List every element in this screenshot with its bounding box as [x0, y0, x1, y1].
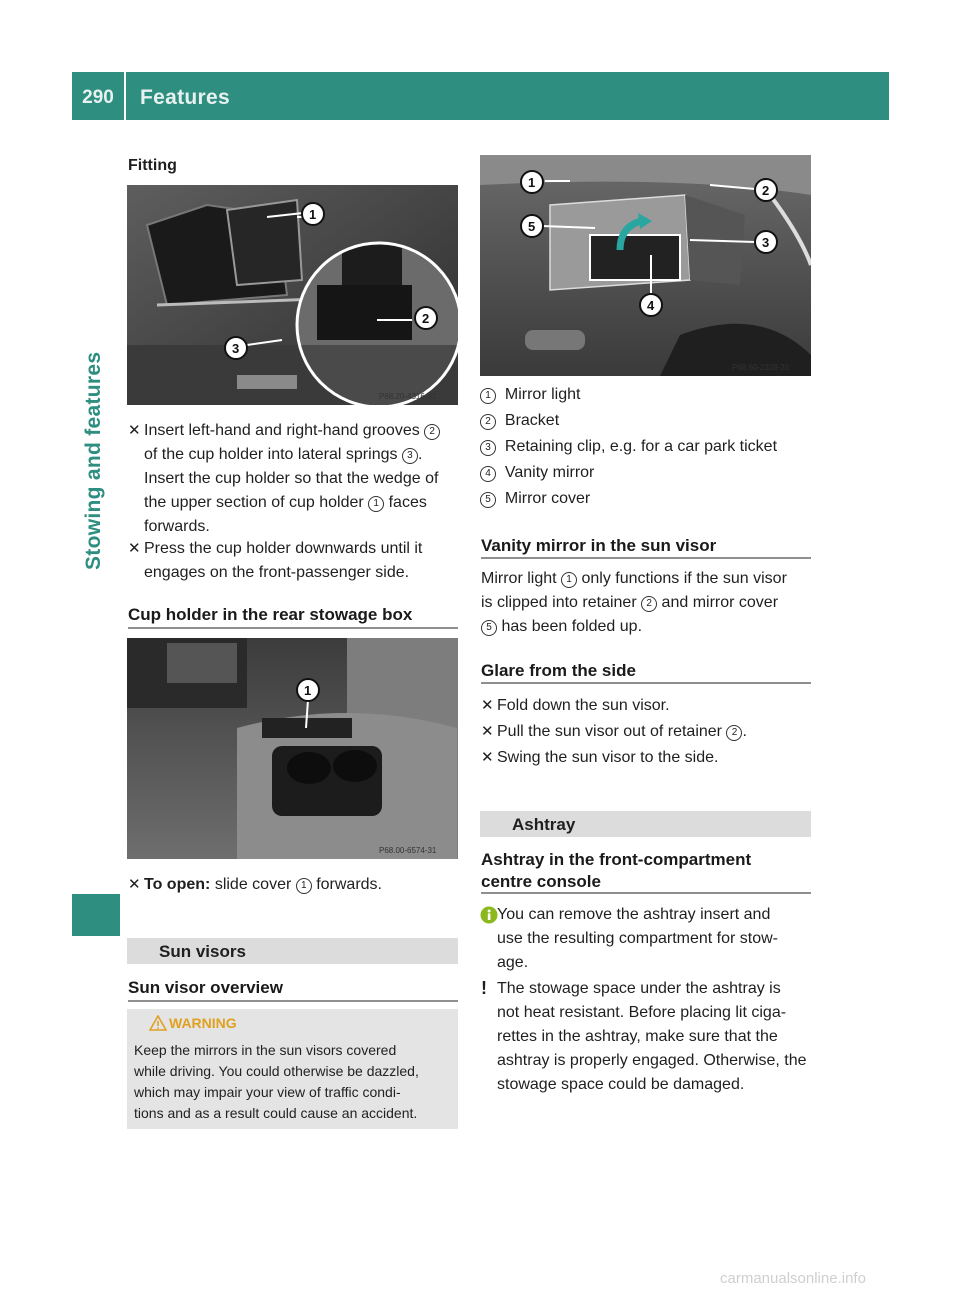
page-number: 290	[82, 87, 114, 108]
step1-line-3: Insert the cup holder so that the wedge of	[144, 470, 439, 487]
warning-title: WARNING	[169, 1015, 237, 1031]
heading-rule	[128, 627, 458, 629]
open-text-end: forwards.	[316, 876, 382, 893]
svg-text:1: 1	[528, 175, 536, 190]
callout-ref-5: 5	[481, 620, 497, 636]
warning-line-2: while driving. You could otherwise be dazzled,	[134, 1063, 419, 1079]
svg-text:2: 2	[422, 311, 430, 326]
header-divider	[124, 72, 126, 120]
callout-ref-2: 2	[641, 596, 657, 612]
legend-item: 3 Retaining clip, e.g. for a car park ticket	[480, 435, 777, 459]
warning-line-1: Keep the mirrors in the sun visors covered	[134, 1042, 397, 1058]
callout-4	[640, 294, 662, 316]
step-arrow-icon: ✕	[128, 876, 141, 893]
photo-code: P68.00-6574-31	[379, 846, 437, 855]
warning-box	[127, 1009, 458, 1129]
photo-code: P68.60-2328-31	[732, 363, 790, 372]
vanity-mirror-heading: Vanity mirror in the sun visor	[481, 536, 717, 555]
callout-3	[225, 337, 247, 359]
callout-2	[755, 179, 777, 201]
svg-text:3: 3	[762, 235, 770, 250]
legend-item: 4 Vanity mirror	[480, 461, 594, 485]
callout-ref-3: 3	[402, 448, 418, 464]
heading-rule	[128, 1000, 458, 1002]
step1-faces: faces	[388, 494, 427, 511]
callout-5	[521, 215, 543, 237]
svg-text:3: 3	[232, 341, 240, 356]
callout-ref-1: 1	[561, 572, 577, 588]
svg-text:1: 1	[309, 207, 317, 222]
vanity-mirror-text: Mirror light 1 only functions if the sun visor is clipped into retainer 2 and mirror cover 5 has been folded up.	[481, 570, 787, 635]
rear-stowage-heading: Cup holder in the rear stowage box	[128, 605, 413, 624]
step1-line-5: forwards.	[144, 518, 210, 535]
warning-line-4: tions and as a result could cause an accident.	[134, 1105, 418, 1121]
step-arrow-icon: ✕	[128, 422, 141, 439]
ashtray-section: Ashtray	[480, 811, 811, 837]
ashtray-heading: Ashtray in the front-compartment centre console	[481, 850, 752, 891]
open-text: slide cover	[214, 876, 292, 893]
caution-icon: !	[481, 978, 487, 998]
step-arrow-icon: ✕	[481, 697, 494, 714]
sun-visor-photo	[480, 155, 811, 376]
caution-note: The stowage space under the ashtray is not heat resistant. Before placing lit ciga- rettes in the ashtray, make sure that the ashtray is properly engaged. Otherwise, the stowage space could be damaged.	[497, 980, 807, 1093]
callout-ref-1: 1	[368, 496, 384, 512]
step-arrow-icon: ✕	[481, 749, 494, 766]
callout-ref-1: 1	[296, 878, 312, 894]
heading-rule	[481, 682, 811, 684]
step-arrow-icon: ✕	[481, 723, 494, 740]
warning-triangle-icon	[149, 1015, 167, 1031]
step2-line-1: Press the cup holder downwards until it	[144, 540, 423, 557]
step1-line-4: the upper section of cup holder	[144, 494, 364, 511]
sun-visors-section: Sun visors	[127, 938, 458, 964]
callout-1	[302, 203, 324, 225]
step1-line-2: of the cup holder into lateral springs	[144, 446, 398, 463]
header-title: Features	[140, 86, 230, 109]
svg-text:1: 1	[304, 683, 312, 698]
step1-line-1: Insert left-hand and right-hand grooves	[144, 422, 420, 439]
legend-item: 5 Mirror cover	[480, 487, 590, 511]
photo-code: P68.20-4316-31	[379, 392, 437, 401]
heading-rule	[481, 557, 811, 559]
warning-text	[134, 1040, 456, 1124]
callout-ref-2: 2	[424, 424, 440, 440]
svg-text:4: 4	[647, 298, 655, 313]
heading-rule	[481, 892, 811, 894]
photo-legend	[480, 383, 811, 513]
warning-line-3: which may impair your view of traffic condi-	[134, 1084, 401, 1100]
svg-text:5: 5	[528, 219, 536, 234]
rear-cup-holder-photo	[127, 638, 458, 859]
step2-line-2: engages on the front-passenger side.	[144, 564, 410, 581]
step-arrow-icon: ✕	[128, 540, 141, 557]
svg-text:2: 2	[762, 183, 770, 198]
sun-visor-overview-heading: Sun visor overview	[128, 978, 283, 997]
open-label: To open:	[144, 876, 211, 893]
side-tab-text: Stowing and features	[82, 351, 105, 570]
callout-1	[297, 679, 319, 701]
callout-3	[755, 231, 777, 253]
legend-item: 2 Bracket	[480, 409, 559, 433]
footer-watermark: carmanualsonline.info	[720, 1270, 866, 1287]
callout-2	[415, 307, 437, 329]
side-tab-marker	[72, 894, 120, 936]
info-note: You can remove the ashtray insert and use the resulting compartment for stow- age.	[497, 906, 779, 971]
callout-1	[521, 171, 543, 193]
cup-holder-fitting-photo	[127, 185, 458, 405]
glare-heading: Glare from the side	[481, 661, 636, 680]
callout-ref-2: 2	[726, 725, 742, 741]
legend-item: 1 Mirror light	[480, 383, 580, 407]
fitting-heading: Fitting	[128, 157, 177, 174]
